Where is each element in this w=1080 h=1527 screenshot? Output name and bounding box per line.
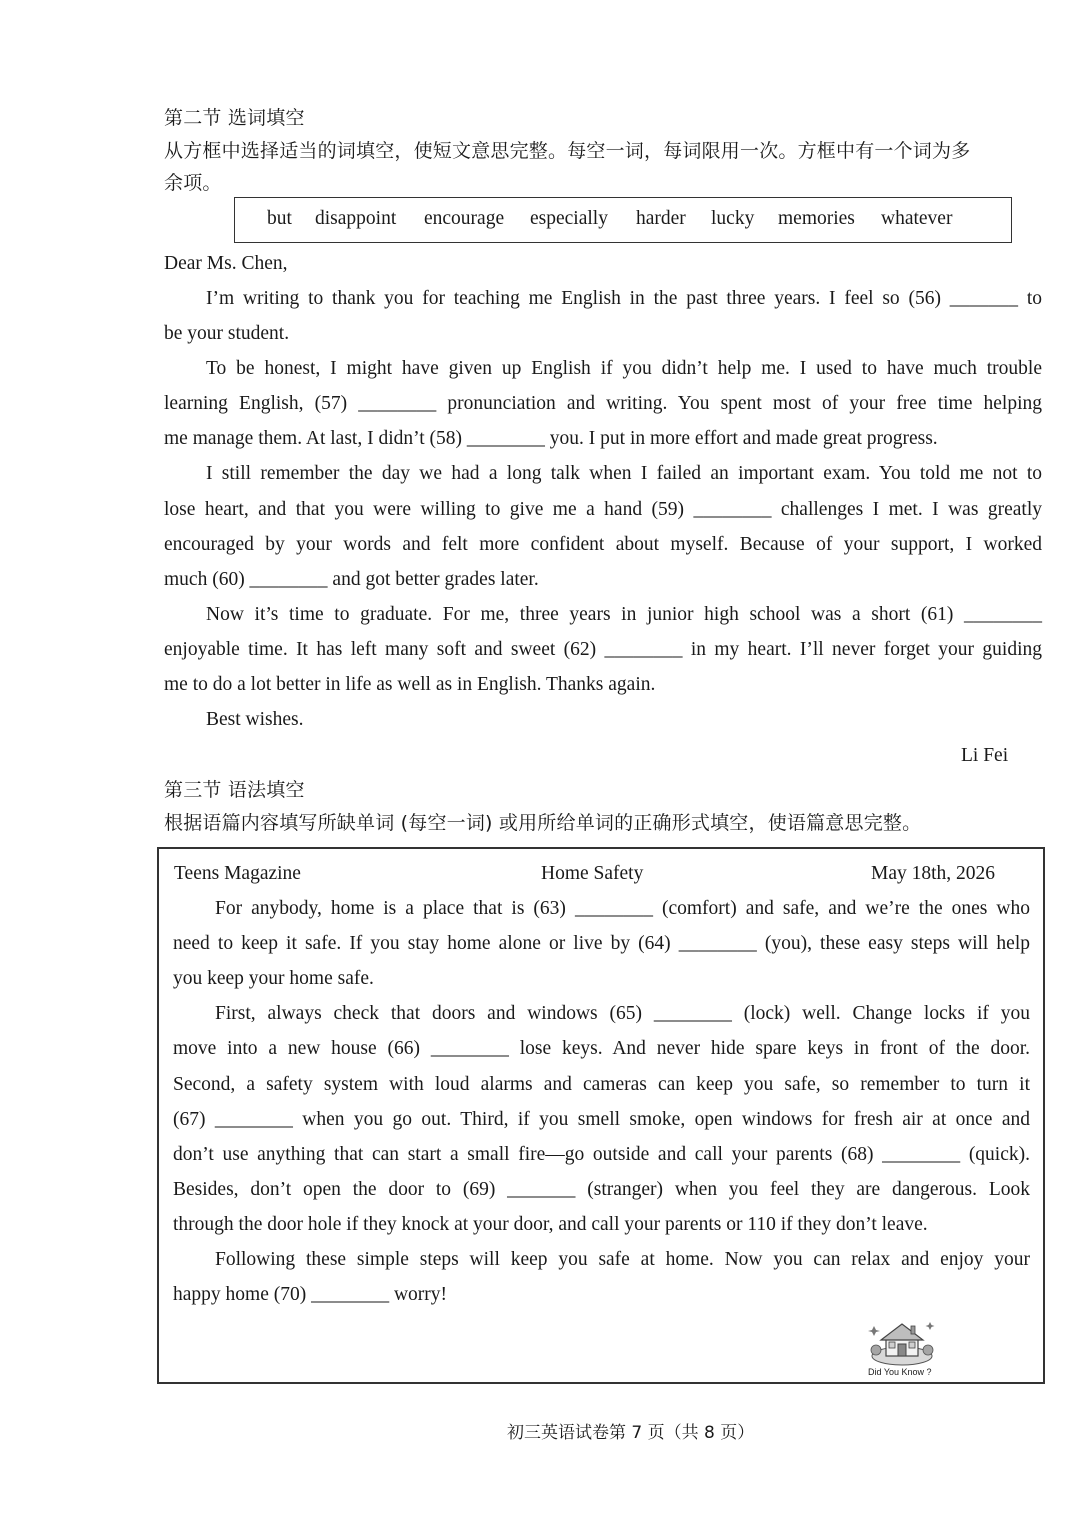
- letter-line: I’m writing to thank you for teaching me English in the past three years. I feel so (56) _______ to: [206, 288, 1042, 309]
- letter-closing: Best wishes.: [206, 709, 304, 730]
- article-line: move into a new house (66) ________ lose keys. And never hide spare keys in front of the door.: [173, 1038, 1030, 1059]
- article-line: don’t use anything that can start a small fire—go outside and call your parents (68) ________ (quick).: [173, 1144, 1030, 1165]
- letter-line: lose heart, and that you were willing to give me a hand (59) ________ challenges I met. I was greatly: [164, 499, 1042, 520]
- letter-line: enjoyable time. It has left many soft and sweet (62) ________ in my heart. I’ll never forget your guiding: [164, 639, 1042, 660]
- letter-line: To be honest, I might have given up English if you didn’t help me. I used to have much trouble: [206, 358, 1042, 379]
- article-line: Following these simple steps will keep you safe at home. Now you can relax and enjoy your: [215, 1249, 1030, 1270]
- article-source: Teens Magazine: [174, 863, 301, 884]
- section-2-title: 第二节 选词填空: [164, 107, 305, 129]
- logo-caption: Did You Know ?: [868, 1367, 932, 1377]
- did-you-know-logo: [864, 1316, 940, 1382]
- article-line: through the door hole if they knock at your door, and call your parents or 110 if they don’t leave.: [173, 1214, 928, 1235]
- word-option: disappoint: [315, 208, 397, 229]
- letter-line: learning English, (57) ________ pronunciation and writing. You spent most of your free time helping: [164, 393, 1042, 414]
- letter-line: much (60) ________ and got better grades later.: [164, 569, 539, 590]
- word-option: encourage: [424, 208, 505, 229]
- letter-line: me manage them. At last, I didn’t (58) ________ you. I put in more effort and made great progress.: [164, 428, 938, 449]
- page-footer: 初三英语试卷第 7 页（共 8 页）: [507, 1423, 755, 1443]
- article-line: need to keep it safe. If you stay home alone or live by (64) ________ (you), these easy steps will help: [173, 933, 1030, 954]
- article-line: For anybody, home is a place that is (63) ________ (comfort) and safe, and we’re the ones who: [215, 898, 1030, 919]
- word-option: harder: [636, 208, 686, 229]
- section-3-title: 第三节 语法填空: [164, 779, 305, 801]
- word-option: lucky: [711, 208, 755, 229]
- article-line: you keep your home safe.: [173, 968, 374, 989]
- letter-line: Now it’s time to graduate. For me, three years in junior high school was a short (61) ________: [206, 604, 1042, 625]
- article-line: happy home (70) ________ worry!: [173, 1284, 448, 1305]
- letter-line: me to do a lot better in life as well as in English. Thanks again.: [164, 674, 656, 695]
- letter-line: be your student.: [164, 323, 290, 344]
- article-date: May 18th, 2026: [871, 863, 996, 884]
- section-3-instructions: 根据语篇内容填写所缺单词 (每空一词) 或用所给单词的正确形式填空，使语篇意思完整。: [164, 812, 922, 834]
- article-title: Home Safety: [541, 863, 644, 884]
- article-line: First, always check that doors and windows (65) ________ (lock) well. Change locks if you: [215, 1003, 1030, 1024]
- section-2-instructions-line-2: 余项。: [164, 172, 222, 194]
- word-option: especially: [530, 208, 608, 229]
- word-option: but: [267, 208, 292, 229]
- section-2-instructions-line-1: 从方框中选择适当的词填空，使短文意思完整。每空一词，每词限用一次。方框中有一个词为多: [164, 140, 971, 162]
- word-box: [234, 197, 1012, 243]
- letter-line: I still remember the day we had a long talk when I failed an important exam. You told me not to: [206, 463, 1042, 484]
- letter-greeting: Dear Ms. Chen,: [164, 253, 288, 274]
- article-line: Besides, don’t open the door to (69) _______ (stranger) when you feel they are dangerous. Look: [173, 1179, 1030, 1200]
- article-line: (67) ________ when you go out. Third, if you smell smoke, open windows for fresh air at once and: [173, 1109, 1030, 1130]
- word-option: memories: [778, 208, 855, 229]
- article-line: Second, a safety system with loud alarms and cameras can keep you safe, so remember to turn it: [173, 1074, 1030, 1095]
- letter-signature: Li Fei: [961, 745, 1009, 766]
- letter-line: encouraged by your words and felt more confident about myself. Because of your support, I worked: [164, 534, 1042, 555]
- house-icon: [864, 1316, 940, 1368]
- word-option: whatever: [881, 208, 953, 229]
